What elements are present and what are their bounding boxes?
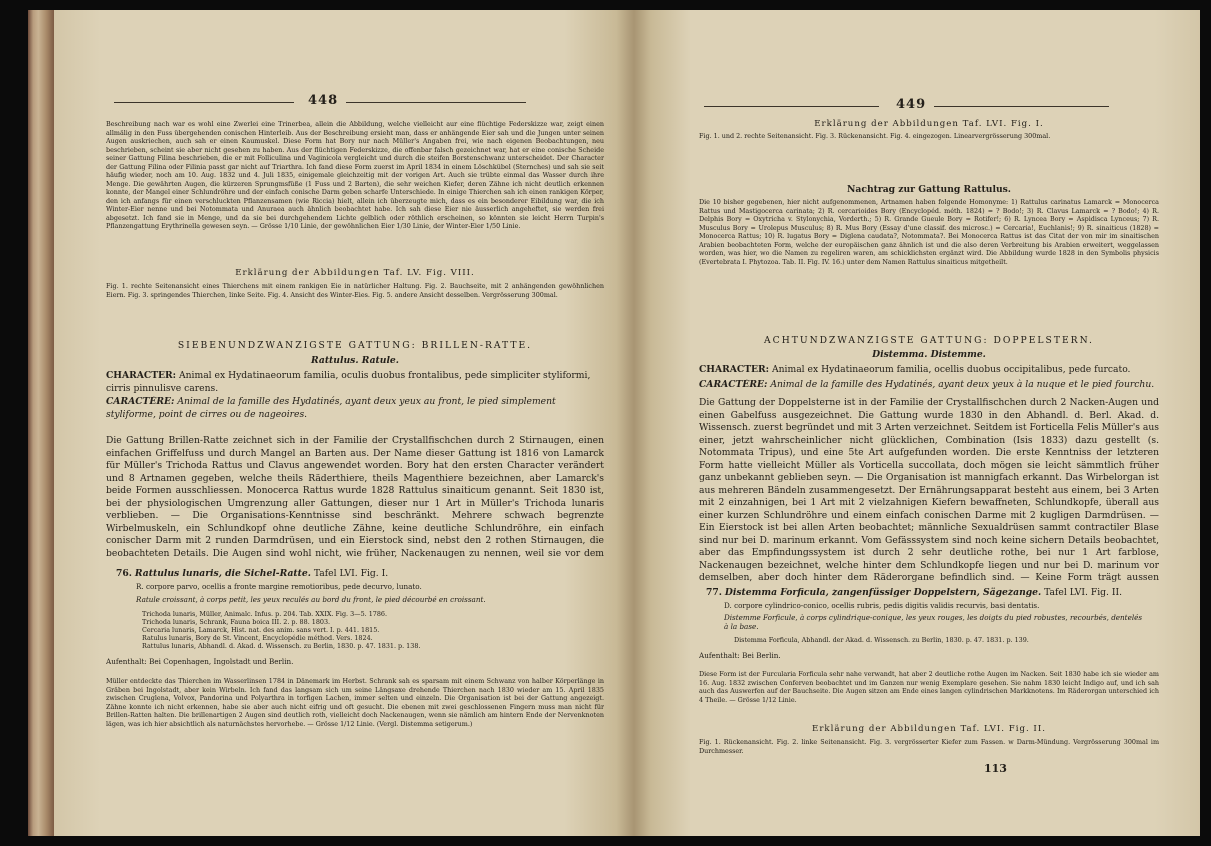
species-latin: R. corpore parvo, ocellis a fronte margine remotioribus, pede decurvo, lunato. xyxy=(136,582,422,591)
species-number: 76. xyxy=(116,568,132,579)
synonym-line: Rattulus lunaris, Abhandl. d. Akad. d. Wissensch. zu Berlin, 1830. p. 47. 1831. p. 138. xyxy=(142,642,421,650)
species-title: Rattulus lunaris, die Sichel-Ratte. xyxy=(134,568,311,579)
synonym-line: Cercaria lunaris, Lamarck, Hist. nat. des anim. sans vert. I. p. 441. 1815. xyxy=(142,626,380,634)
species-french: Distemme Forficule, à corps cylindrique-conique, les yeux rouges, les doigts du pied robustes, recourbés, dentelés à la base. xyxy=(724,613,1143,631)
caractere-text: Animal de la famille des Hydatinés, ayant deux yeux à la nuque et le pied fourchu. xyxy=(770,379,1155,390)
genus-description: Die Gattung Brillen-Ratte zeichnet sich in der Familie der Crystallfischchen durch 2 Stirnaugen, einen einfachen Griffelfuss und durch Mangel an Barten aus. Der Name dieser Gattung ist 1816 von Lamarck für Müller's Trichoda Rattus und Clavus angewendet worden. Bory hat den ersten Character verändert und 8 Artnamen gegeben, welche theils Räderthiere, theils Magenthiere bezeichnen, aber Lamarck's beide Formen ausschliessen. Monocerca Rattus wurde 1828 Rattulus sinaiticum genannt. Seit 1830 ist, bei der physiologischen Umgrenzung aller Gattungen, dieser nur 1 Art in Müller's Trichoda lunaris verblieben. — Die Organisations-Kenntnisse sind beschränkt. Mehrere schwach begrenzte Wirbelmuskeln, ein Schlundkopf ohne deutliche Zähne, keine deutliche Schlundröhre, ein einfach conischer Darm mit 2 runden Darmdrüsen, und ein Eierstock sind, nebst den 2 rothen Stirnaugen, die beobachteten Details. Die Augen sind wohl nicht, wie früher, Nackenaugen zu nennen, weil sie vor dem xyxy=(106,435,604,559)
header-rule-right xyxy=(346,102,526,103)
header-rule-left xyxy=(114,102,294,103)
left-page xyxy=(54,10,634,836)
caractere-block xyxy=(106,396,604,421)
caractere-label: CARACTÈRE: xyxy=(106,396,175,407)
header-rule-right xyxy=(934,106,1109,107)
genus-heading: ACHTUNDZWANZIGSTE GATTUNG: DOPPELSTERN. xyxy=(764,335,1094,346)
character-text: Animal ex Hydatinaeorum familia, ocellis duobus occipitalibus, pede furcato. xyxy=(772,364,1131,375)
page-number: 449 xyxy=(896,97,927,112)
character-text: Animal ex Hydatinaeorum familia, oculis duobus frontalibus, pede simpliciter styliformi, cirris pinnulisve carens. xyxy=(106,370,591,394)
aufenthalt-label: Aufenthalt: xyxy=(699,651,740,660)
signature-mark: 113 xyxy=(984,762,1007,775)
caractere-block xyxy=(699,379,1159,392)
aufenthalt-line xyxy=(106,657,604,666)
species-description: Müller entdeckte das Thierchen im Wasserlinsen 1784 in Dänemark im Herbst. Schrank sah es sparsam mit einem Schwanz von halber Körperlänge in Gräben bei Ingolstadt, aber kein Wirbeln. Ich fand das langsam sich um seine Längsaxe drehende Thierchen nach 1830 wieder am 15. April 1835 zwischen Cruglena, Volvox, Pandorina und Polyarthra in torfigen Lachen, immer selten und einzeln. Die Organisation ist bei der Gattung angezeigt. Zähne konnte ich nicht erkennen, habe sie aber auch nicht eifrig und oft gesucht. Die ebenen mit zwei geschlossenen Fingern muss man nicht für Brillen-Ratten halten. Die brillenartigen 2 Augen sind deutlich roth, vielleicht doch Nackenaugen, wenn sie nämlich am hintern Ende der Nervenknoten lägen, was ich hier absichtlich als naturnächstes hervorhebe. — Grösse 1/12 Linie. (Vergl. Distemma setigerum.) xyxy=(106,677,604,728)
nachtrag-heading: Nachtrag zur Gattung Rattulus. xyxy=(847,184,1011,195)
caractere-label: CARACTÈRE: xyxy=(699,379,768,390)
species-description: Diese Form ist der Furcularia Forficula sehr nahe verwandt, hat aber 2 deutliche rothe Augen im Nacken. Seit 1830 habe ich sie wieder am 16. Aug. 1832 zwischen Conferven beobachtet und im Ganzen nur wenig Exemplare gesehen. Sie nahm 1830 leicht Indigo auf, und ich sah auch das Auswerfen auf der Bauchseite. Die Augen sitzen am Ende eines langen cylindrischen Markknotens. Im Räderorgan unterschied ich 4 Theile. — Grösse 1/12 Linie. xyxy=(699,670,1159,704)
plates-text-2: Fig. 1. Rückenansicht. Fig. 2. linke Seitenansicht. Fig. 3. vergrösserter Kiefer zum Fassen. w Darm-Mündung. Vergrösserung 300mal im Durchmesser. xyxy=(699,738,1159,755)
plates-text: Fig. 1. und 2. rechte Seitenansicht. Fig. 3. Rückenansicht. Fig. 4. eingezogen. Linearvergrösserung 300mal. xyxy=(699,132,1051,140)
plates-text: Fig. 1. rechte Seitenansicht eines Thierchens mit einem rankigen Eie in natürlicher Haltung. Fig. 2. Bauchseite, mit 2 anhängenden gewöhnlichen Eiern. Fig. 3. springendes Thierchen, linke Seite. Fig. 4. Ansicht des Winter-Eies. Fig. 5. andere Ansicht desselben. Vergrösserung 300mal. xyxy=(106,282,604,299)
synonym-line: Trichoda lunaris, Müller, Animalc. Infus. p. 204. Tab. XXIX. Fig. 3—5. 1786. xyxy=(142,610,387,618)
page-number: 448 xyxy=(308,93,339,108)
character-block xyxy=(106,370,604,395)
species-title: Distemma Forficula, zangenfüssiger Doppelstern, Sägezange. xyxy=(724,587,1042,598)
aufenthalt-text: Bei Copenhagen, Ingolstadt und Berlin. xyxy=(149,657,294,666)
species-latin: D. corpore cylindrico-conico, ocellis rubris, pedis digitis validis recurvis, basi dentatis. xyxy=(724,601,1040,610)
character-label: CHARACTER: xyxy=(699,364,770,375)
genus-description: Die Gattung der Doppelsterne ist in der Familie der Crystallfischchen durch 2 Nacken-Augen und einen Gabelfuss ausgezeichnet. Die Gattung wurde 1830 in den Abhandl. d. Berl. Akad. d. Wissensch. zuerst begründet und mit 3 Arten verzeichnet. Seitdem ist Forticella Felis Müller's aus einer, jetzt wahrscheinlicher nicht glücklichen, Combination (Isis 1833) dazu gestellt (s. Notommata Tripus), und eine 5te Art aufgefunden worden. Die erste Kenntniss der letzteren Form hatte vielleicht Müller als Vorticella succollata, doch mögen sie leicht sämmtlich früher ganz unbekannt geblieben seyn. — Die Organisation ist mannigfach erkannt. Das Wirbelorgan ist aus mehreren Bändeln zusammengesetzt. Der Ernährungsapparat besteht aus einem, bei 3 Arten mit 2 einzahnigen, bei 1 Art mit 2 vielzahnigen Kiefern bewaffneten, Schlundkopfe, überall aus einer kurzen Schlundröhre und einem einfach conischen Darme mit 2 kugligen Darmdrüsen. — Ein Eierstock ist bei allen Arten beobachtet; männliche Sexualdrüsen sammt contractiler Blase sind nur bei D. marinum erkannt. Vom Gefässsystem sind noch keine sichern Details beobachtet, aber das Empfindungssystem ist durch 2 sehr deutliche rothe, bei nur 1 Art farblose, Nackenaugen bezeichnet, welche hinter dem Schlundkopfe liegen und nur bei D. marinum vor demselben, aber doch hinter dem Räderorgane befindlich sind. — Keine Form trägt aussen xyxy=(699,397,1159,583)
aufenthalt-label: Aufenthalt: xyxy=(106,657,147,666)
book-page-edges xyxy=(28,10,54,836)
character-label: CHARACTER: xyxy=(106,370,177,381)
synonym-line: Ratulus lunaris, Bory de St. Vincent, Encyclopédie méthod. Vers. 1824. xyxy=(142,634,373,642)
plates-heading: Erklärung der Abbildungen Taf. LV. Fig. VIII. xyxy=(235,268,475,278)
species-plate: Tafel LVI. Fig. I. xyxy=(313,568,389,579)
genus-subheading: Rattulus. Ratule. xyxy=(311,355,399,366)
right-page xyxy=(634,10,1200,836)
plates-heading: Erklärung der Abbildungen Taf. LVI. Fig. I. xyxy=(814,119,1044,129)
species-title-line xyxy=(116,568,604,581)
aufenthalt-text: Bei Berlin. xyxy=(742,651,781,660)
header-rule-left xyxy=(704,106,879,107)
intro-paragraph: Beschreibung nach war es wohl eine Zwerlei eine Trinerbea, allein die Abbildung, welche vielleicht aur eine flüchtige Federskizze war, zeigt einen allmälig in den Fuss übergehenden conischen Hinterleib. Aus der Beschreibung ersieht man, dass er anhängende Eier sah und die Jungen unter seinen Augen auskriechen, auch sah er einen Kaumuskel. Diese Form hat Bory nur nach Müller's Angaben frei, wie nach eigenen Beobachtungen, neu beschrieben, scheint sie aber nicht gesehen zu haben. Aus der flüchtigen Federskizze, die offenbar falsch gezeichnet war, hat er eine conische Scheide seiner Gattung Filina beschrieben, die er mit Folliculina und Vaginicola vergleicht und durch die steifen Borstenschwanz unterscheidet. Der Character der Gattung Filina oder Filinia passt gar nicht auf Triarthra. Ich fand diese Form zuerst im April 1834 in einem Löschkübel (Sternches) und sah sie seit häufig wieder, noch am 10. Aug. 1832 und 4. Juli 1835, einigemale gleichzeitig mit der vorigen Art. Auch sie trübte einmal das Wasser durch ihre Menge. Die gewährten Augen, die kürzeren Sprungmsfüße (1 Fuss und 2 Barten), die sehr weichen Kiefer, deren Zähne ich nicht deutlich erkennen konnte, der Mangel einer Schlundröhre und der einfach conische Darm geben scharfe Unterschiede. In einige Thierchen sah ich einen rankigen Körper, den ich anfangs für einen verschluckten Pflanzensamen (wie Riccia) hielt, allein ich überzeugte mich, dass es ein besonderer Eibildung war, die ich Winter-Eier nenne und bei Notommata und Anuraea auch ähnlich beobachtet habe. Ich sah diese Eier nie äusserlich angeheftet, sie werden frei abgesetzt. Ich fand sie in Menge, und da sie bei durchgehendem Lichte gelblich oder röthlich erscheinen, so könnten sie leicht Herrn Turpin's Pflanzengattung Erythrinella gewesen seyn. — Grösse 1/10 Linie, der gewöhnlichen Eier 1/30 Linie, der Winter-Eier 1/50 Linie. xyxy=(106,120,604,230)
synonym-line: Trichoda lunaris, Schrank, Fauna boica III. 2. p. 88. 1803. xyxy=(142,618,331,626)
species-number: 77. xyxy=(706,587,722,598)
book-spread xyxy=(28,10,1200,836)
nachtrag-text: Die 10 bisher gegebenen, hier nicht aufgenommenen, Artnamen haben folgende Homonyme: 1) Rattulus carinatus Lamarck = Monocerca Rattus und Mastigocerca carinata; 2) R. cercarioides Bory (Encyclopéd. méth. 1824) = ? Bodo!; 3) R. Clavus Lamarck = ? Bodo!; 4) R. Delphis Bory = Oxytricha v. Stylonychia, Vorderth.; 5) R. Grande Gueule Bory = Rotifer!; 6) R. Lyncea Bory = Aspidisca Lynceus; 7) R. Musculus Bory = Urolepus Musculus; 8) R. Mus Bory (Essay d'une classif. des microsc.) = Cercaria!, Euchlanis!; 9) R. sinaiticus (1828) = Monocerca Rattus; 10) R. lugatus Bory = Diglena caudata?, Notommata?. Bei Monocerca Rattus ist das Citat der von mir im sinaitischen Arabien beobachteten Form, welche der europäischen ganz ähnlich ist und die also deren Verbreitung bis Arabien erweitert, weggelassen worden, was hier, wo die Namen zu regeliren waren, am schicklichsten ergänzt wird. Die Abbildung wurde 1828 in den Symbolis physicis (Evertebrata I. Phytozoa. Tab. II. Fig. IV. 16.) unter dem Namen Rattulus sinaiticus mitgetheilt. xyxy=(699,198,1159,266)
plates-heading-2: Erklärung der Abbildungen Taf. LVI. Fig. II. xyxy=(812,724,1046,734)
caractere-text: Animal de la famille des Hydatinés, ayant deux yeux au front, le pied simplement styliforme, point de cirres ou de nageoires. xyxy=(106,396,556,420)
character-block xyxy=(699,364,1159,377)
synonym-line: Distemma Forficula, Abhandl. der Akad. d. Wissensch. zu Berlin, 1830. p. 47. 1831. p. 139. xyxy=(734,636,1029,644)
species-title-line xyxy=(706,587,1166,600)
species-french: Ratule croissant, à corps petit, les yeux reculés au bord du front, le pied décourbé en croissant. xyxy=(136,595,486,604)
aufenthalt-line xyxy=(699,651,1159,660)
genus-heading: SIEBENUNDZWANZIGSTE GATTUNG: BRILLEN-RATTE. xyxy=(177,340,533,351)
species-plate: Tafel LVI. Fig. II. xyxy=(1044,587,1123,598)
genus-subheading: Distemma. Distemme. xyxy=(872,349,986,360)
